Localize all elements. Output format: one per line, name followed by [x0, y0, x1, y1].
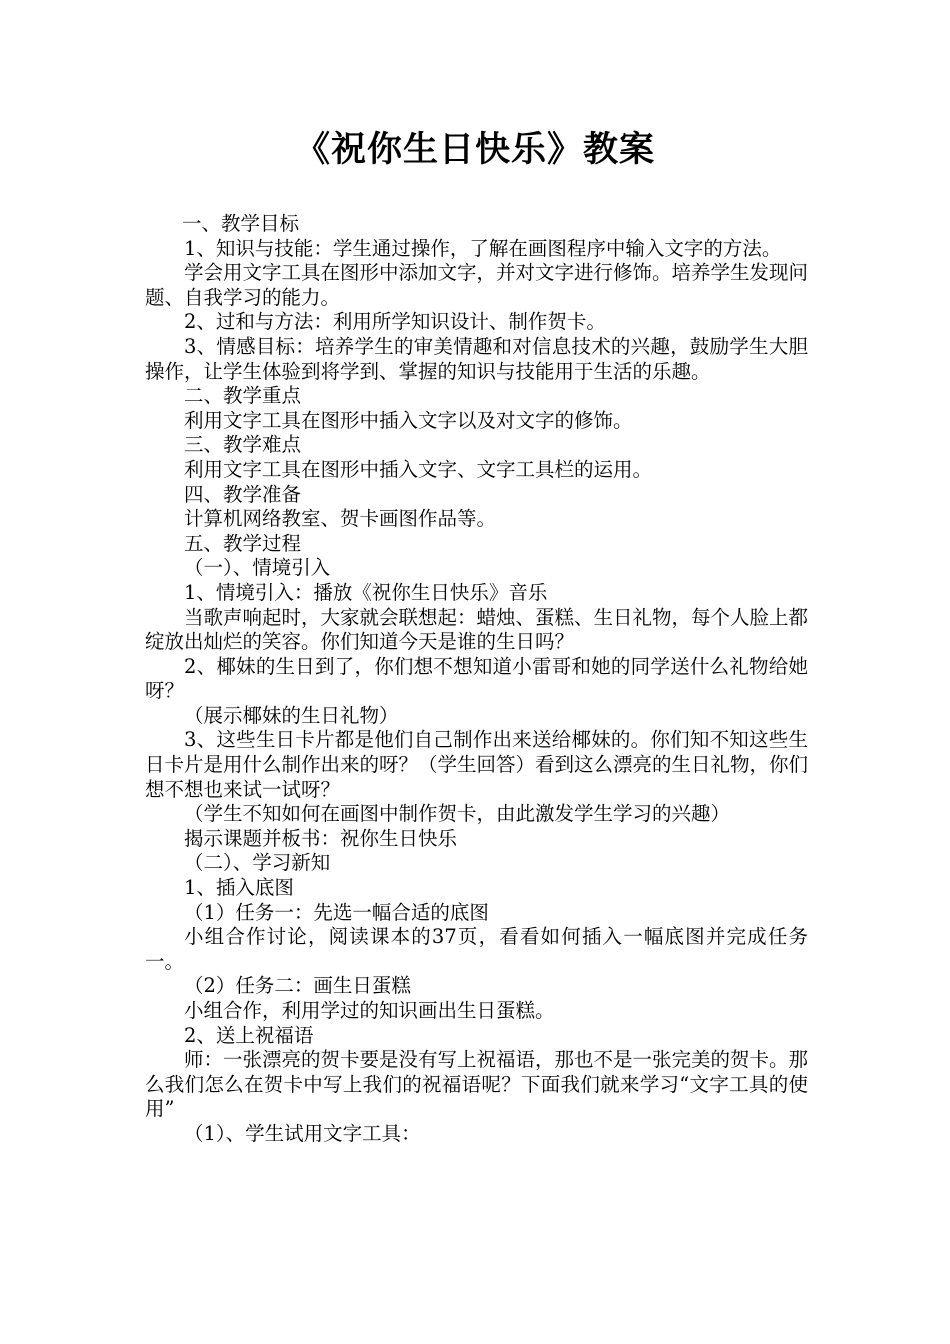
heading-preparation: 四、教学准备: [184, 482, 302, 506]
document-title: 《祝你生日快乐》教案: [294, 129, 655, 170]
subheading-intro: （一）、情境引入: [184, 556, 331, 580]
paragraph: （1）任务一：先选一幅合适的底图: [184, 900, 489, 924]
paragraph: 当歌声响起时，大家就会联想起：蜡烛、蛋糕、生日礼物，每个人脸上都绽放出灿烂的笑容。你们知道今天是谁的生日吗？: [145, 605, 809, 654]
paragraph: 2、椰妹的生日到了，你们想不想知道小雷哥和她的同学送什么礼物给她呀？: [145, 654, 808, 703]
heading-key-points: 二、教学重点: [184, 384, 302, 408]
paragraph: 师：一张漂亮的贺卡要是没有写上祝福语，那也不是一张完美的贺卡。那么我们怎么在贺卡中写上我们的祝福语呢？下面我们就来学习“文字工具的使用”: [145, 1048, 809, 1121]
paragraph: 揭示课题并板书：祝你生日快乐: [184, 826, 458, 850]
heading-difficulties: 三、教学难点: [184, 433, 302, 457]
paragraph: 2、送上祝福语: [184, 1023, 314, 1047]
paragraph: 小组合作，利用学过的知识画出生日蛋糕。: [184, 999, 555, 1022]
paragraph: （展示椰妹的生日礼物）: [184, 703, 399, 727]
paragraph: 1、知识与技能：学生通过操作，了解在画图程序中输入文字的方法。: [184, 236, 782, 260]
heading-process: 五、教学过程: [184, 531, 302, 555]
paragraph: （1）、学生试用文字工具：: [184, 1121, 421, 1145]
paragraph: 3、这些生日卡片都是他们自己制作出来送给椰妹的。你们知不知这些生日卡片是用什么制作出来的呀？（学生回答）看到这么漂亮的生日礼物，你们想不想也来试一试呀？: [145, 728, 809, 801]
paragraph: 1、情境引入：播放《祝你生日快乐》音乐: [184, 580, 548, 604]
subheading-new-knowledge: （二）、学习新知: [184, 851, 331, 875]
paragraph: 1、插入底图: [184, 876, 294, 900]
paragraph: （2）任务二：画生日蛋糕: [184, 974, 411, 998]
paragraph: 利用文字工具在图形中插入文字、文字工具栏的运用。: [184, 457, 653, 481]
paragraph: （学生不知如何在画图中制作贺卡，由此激发学生学习的兴趣）: [184, 802, 731, 826]
paragraph: 利用文字工具在图形中插入文字以及对文字的修饰。: [184, 408, 633, 432]
paragraph: 计算机网络教室、贺卡画图作品等。: [184, 507, 497, 531]
paragraph: 2、过和与方法：利用所学知识设计、制作贺卡。: [184, 310, 606, 334]
heading-objectives: 一、教学目标: [182, 212, 300, 235]
paragraph: 学会用文字工具在图形中添加文字，并对文字进行修饰。培养学生发现问题、自我学习的能力。: [145, 261, 809, 309]
document-body: [145, 212, 808, 1147]
paragraph: 小组合作讨论，阅读课本的37页，看看如何插入一幅底图并完成任务一。: [145, 925, 808, 973]
paragraph: 3、情感目标：培养学生的审美情趣和对信息技术的兴趣，鼓励学生大胆操作，让学生体验到将学到、掌握的知识与技能用于生活的乐趣。: [145, 334, 808, 383]
